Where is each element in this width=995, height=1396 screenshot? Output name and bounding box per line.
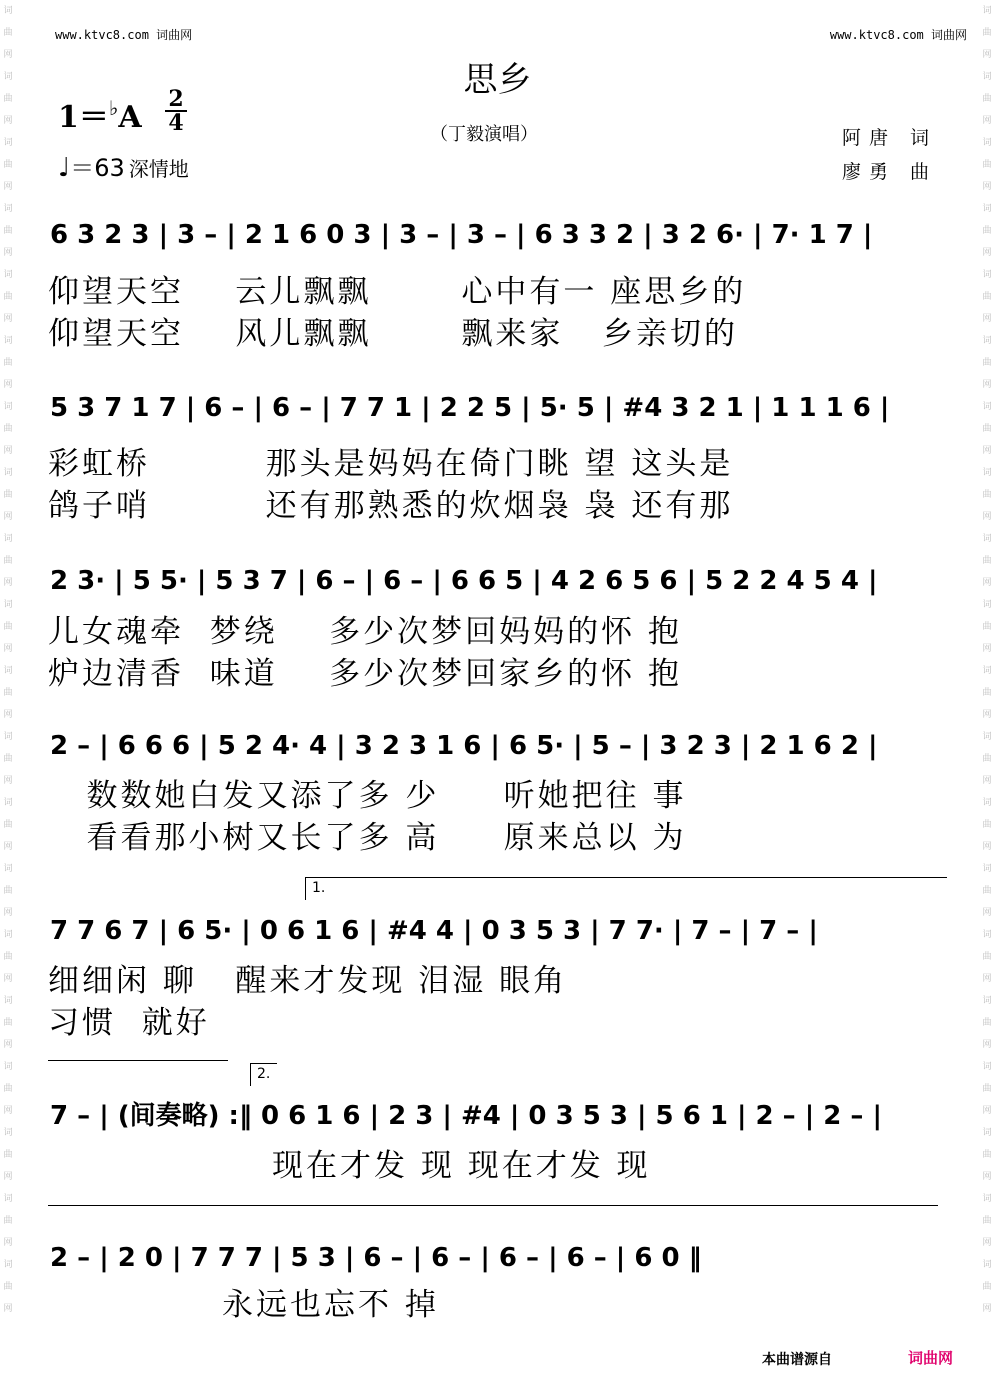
watermark-top-right: www.ktvc8.com 词曲网: [829, 28, 967, 42]
lyrics-3a: 儿女魂牵 梦绕 多少次梦回妈妈的怀 抱: [48, 614, 682, 650]
lyrics-4a: 数数她白发又添了多 少 听她把往 事: [48, 778, 687, 814]
lyrics-5a: 细细闲 聊 醒来才发现 泪湿 眼角: [48, 963, 568, 999]
lyrics-1a: 仰望天空 云儿飘飘 心中有一 座思乡的: [48, 274, 747, 310]
side-watermark-left: 词曲网词曲网词曲网词曲网词曲网词曲网词曲网词曲网词曲网词曲网词曲网词曲网词曲网词曲网词曲网词曲网词曲网词曲网词曲网词曲网: [3, 6, 13, 1314]
lyrics-5b: 习惯 就好: [48, 1005, 210, 1041]
second-ending-rule: [48, 1205, 938, 1206]
first-ending-rule: [305, 877, 947, 878]
staff-notes-2: 5 3 7 1 7 | 6 – | 6 – | 7 7 1 | 2 2 5 | 5· 5 | #4 3 2 1 | 1 1 1 6 |: [50, 393, 890, 423]
site-brand: 词曲网: [908, 1349, 954, 1367]
flat-symbol: ♭: [108, 96, 119, 120]
side-watermark-right: 词曲网词曲网词曲网词曲网词曲网词曲网词曲网词曲网词曲网词曲网词曲网词曲网词曲网词曲网词曲网词曲网词曲网词曲网词曲网词曲网: [982, 6, 992, 1314]
staff-notes-3: 2 3· | 5 5· | 5 3 7 | 6 – | 6 – | 6 6 5 | 4 2 6 5 6 | 5 2 2 4 5 4 |: [50, 566, 878, 596]
lyrics-7a: 永远也忘不 掉: [222, 1287, 439, 1323]
source-label: 本曲谱源自: [762, 1352, 832, 1368]
key-letter: A: [118, 100, 142, 135]
first-ending-label: 1.: [305, 877, 332, 900]
lyrics-2b: 鸽子哨 还有那熟悉的炊烟袅 袅 还有那: [48, 488, 734, 524]
quarter-note-icon: ♩: [58, 153, 71, 183]
expression-mark: 深情地: [128, 157, 189, 181]
first-ending-continuation-rule: [48, 1060, 228, 1061]
staff-notes-4: 2 – | 6 6 6 | 5 2 4· 4 | 3 2 3 1 6 | 6 5· | 5 – | 3 2 3 | 2 1 6 2 |: [50, 731, 878, 761]
time-signature-bottom: 4: [168, 110, 184, 136]
lyrics-4b: 看看那小树又长了多 高 原来总以 为: [48, 820, 687, 856]
lyrics-3b: 炉边清香 味道 多少次梦回家乡的怀 抱: [48, 656, 682, 692]
time-signature-top: 2: [168, 86, 184, 112]
staff-notes-1: 6 3 2 3 | 3 – | 2 1 6 0 3 | 3 – | 3 – | 6 3 3 2 | 3 2 6· | 7· 1 7 |: [50, 220, 873, 250]
lyricist-credit: 阿唐 词: [842, 127, 938, 149]
composer-credit: 廖勇 曲: [842, 161, 938, 183]
lyrics-2a: 彩虹桥 那头是妈妈在倚门眺 望 这头是: [48, 446, 734, 482]
time-signature: [165, 88, 187, 134]
lyrics-6a: 现在才发 现 现在才发 现: [272, 1148, 651, 1184]
key-prefix: 1＝: [58, 100, 109, 135]
song-title: 思乡: [463, 60, 532, 100]
staff-notes-5: 7 7 6 7 | 6 5· | 0 6 1 6 | #4 4 | 0 3 5 3 | 7 7· | 7 – | 7 – |: [50, 916, 818, 946]
tempo-value: ＝63: [70, 154, 125, 182]
lyrics-1b: 仰望天空 风儿飘飘 飘来家 乡亲切的: [48, 316, 738, 352]
singer-credit: （丁毅演唱）: [430, 124, 538, 145]
watermark-top-left: www.ktvc8.com 词曲网: [55, 28, 193, 42]
second-ending-label: 2.: [250, 1063, 277, 1086]
staff-notes-6: 7 – | (间奏略) :‖ 0 6 1 6 | 2 3 | #4 | 0 3 5 3 | 5 6 1 | 2 – | 2 – |: [50, 1101, 882, 1131]
key-signature: [58, 92, 142, 136]
staff-notes-7: 2 – | 2 0 | 7 7 7 | 5 3 | 6 – | 6 – | 6 – | 6 – | 6 0 ‖: [50, 1243, 702, 1273]
tempo-marking: [58, 148, 189, 183]
